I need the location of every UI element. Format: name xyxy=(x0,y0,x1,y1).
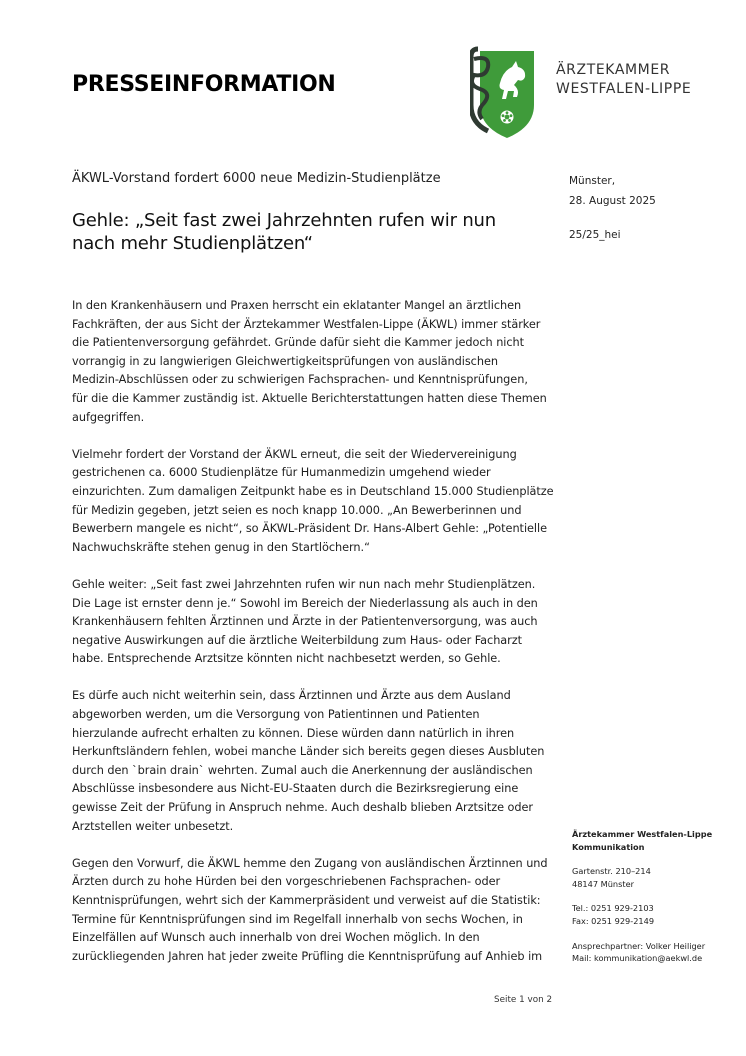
body-line: einzurichten. Zum damaligen Zeitpunkt habe es in Deutschland 15.000 Studienplätze xyxy=(72,484,554,498)
body-paragraph xyxy=(72,446,558,558)
contact-box xyxy=(572,828,712,965)
body-line: Abschlüsse insbesondere aus Nicht-EU-Staaten durch die Bezirksregierung eine xyxy=(72,782,519,796)
contact-mail: Mail: kommunikation@aekwl.de xyxy=(572,953,703,964)
body-line: für Medizin gegeben, jetzt seien es noch knapp 10.000. „An Bewerberinnen und xyxy=(72,503,522,517)
body-paragraph xyxy=(72,855,558,967)
article-body xyxy=(72,297,558,985)
contact-org: Ärztekammer Westfalen-Lippe xyxy=(572,829,713,839)
body-line: Nachwuchskräfte stehen genug in den Startlöchern.“ xyxy=(72,540,370,554)
body-line: Gehle weiter: „Seit fast zwei Jahrzehnten rufen wir nun nach mehr Studienplätzen. xyxy=(72,577,536,591)
document-title: PRESSEINFORMATION xyxy=(72,72,336,97)
body-line: abgeworben werden, um die Versorgung von Patientinnen und Patienten xyxy=(72,708,480,722)
meta-date: 28. August 2025 xyxy=(569,195,656,207)
body-line: In den Krankenhäusern und Praxen herrscht ein eklatanter Mangel an ärztlichen xyxy=(72,299,522,312)
body-line: Fachkräften, der aus Sicht der Ärztekammer Westfalen-Lippe (ÄKWL) immer stärker xyxy=(72,317,541,331)
meta-reference: 25/25_hei xyxy=(569,229,621,241)
body-paragraph xyxy=(72,687,558,836)
body-line: Einzelfällen auf Wunsch auch innerhalb von drei Wochen möglich. In den xyxy=(72,931,480,945)
body-line: Bewerbern mangele es nicht“, so ÄKWL-Präsident Dr. Hans-Albert Gehle: „Potentielle xyxy=(72,522,548,536)
body-line: Medizin-Abschlüssen oder zu schwierigen Fachsprachen- und Kenntnisprüfungen, xyxy=(72,373,528,387)
body-line: Kenntnisprüfungen, wehrt sich der Kammerpräsident und verweist auf die Statistik: xyxy=(72,894,541,907)
body-line: aufgegriffen. xyxy=(72,410,145,424)
body-line: hierzulande aufrecht erhalten zu können. Diese würden dann natürlich in ihren xyxy=(72,726,515,740)
body-line: Vielmehr fordert der Vorstand der ÄKWL erneut, die seit der Wiedervereinigung xyxy=(72,447,517,461)
contact-fax: Fax: 0251 929-2149 xyxy=(572,915,655,926)
logo-rose-icon xyxy=(501,111,514,124)
body-line: habe. Entsprechende Arztsitze könnten nicht nachbesetzt werden, so Gehle. xyxy=(72,652,501,666)
body-line: negative Auswirkungen auf die ärztliche Weiterbildung zum Haus- oder Facharzt xyxy=(72,633,523,647)
body-line: gestrichenen ca. 6000 Studienplätze für Humanmedizin umgehend wieder xyxy=(72,466,491,480)
body-line: Ärzten durch zu hohe Hürden bei den vorgeschriebenen Fachsprachen- oder xyxy=(72,875,501,889)
body-line: Die Lage ist ernster denn je.“ Sowohl im Bereich der Niederlassung als auch in den xyxy=(72,596,538,610)
headline-line2: nach mehr Studienplätzen“ xyxy=(72,233,313,254)
body-line: vorrangig in zu langwierigen Gleichwertigkeitsprüfungen von ausländischen xyxy=(72,354,498,368)
body-line: zurückliegenden Jahren hat jeder zweite Prüfling die Kenntnisprüfung auf Anhieb im xyxy=(72,949,543,963)
body-line: gewisse Zeit der Prüfung in Anspruch nehme. Auch deshalb blieben Arztsitze oder xyxy=(72,801,533,815)
body-line: die Patientenversorgung gefährdet. Gründe dafür sieht die Kammer jedoch nicht xyxy=(72,336,525,350)
org-name-line1: ÄRZTEKAMMER xyxy=(556,62,671,78)
meta-place: Münster, xyxy=(569,175,616,187)
document-meta xyxy=(569,171,656,245)
organization-name xyxy=(556,61,691,99)
headline-line1: Gehle: „Seit fast zwei Jahrzehnten rufen wir nun xyxy=(72,210,496,231)
body-line: für die die Kammer zuständig ist. Aktuelle Berichterstattungen hatten diese Themen xyxy=(72,391,547,405)
contact-dept: Kommunikation xyxy=(572,841,645,852)
contact-person: Ansprechpartner: Volker Heiliger xyxy=(572,940,706,951)
body-line: Gegen den Vorwurf, die ÄKWL hemme den Zugang von ausländischen Ärztinnen und xyxy=(72,856,548,870)
contact-city: 48147 Münster xyxy=(572,878,634,889)
org-name-line2: WESTFALEN-LIPPE xyxy=(556,81,692,97)
article-headline xyxy=(72,209,542,255)
body-paragraph xyxy=(72,576,558,669)
body-line: Arztstellen weiter unbesetzt. xyxy=(72,819,234,833)
contact-phone: Tel.: 0251 929-2103 xyxy=(572,903,654,914)
body-paragraph xyxy=(72,297,558,427)
aekwl-logo xyxy=(470,45,544,140)
body-line: Krankenhäusern fehlten Ärztinnen und Ärzte in der Patientenversorgung, was auch xyxy=(72,615,538,629)
page-number: Seite 1 von 2 xyxy=(494,995,553,1005)
body-line: Termine für Kenntnisprüfungen sind im Regelfall innerhalb von sechs Wochen, in xyxy=(72,912,523,926)
body-line: Herkunftsländern fehlen, wobei manche Länder sich bereits gegen dieses Ausbluten xyxy=(72,745,545,759)
body-line: durch den `brain drain` wehrten. Zumal auch die Anerkennung der ausländischen xyxy=(72,763,533,777)
contact-street: Gartenstr. 210–214 xyxy=(572,866,651,877)
article-subtitle: ÄKWL-Vorstand fordert 6000 neue Medizin-Studienplätze xyxy=(72,171,441,186)
body-line: Es dürfe auch nicht weiterhin sein, dass Ärztinnen und Ärzte aus dem Ausland xyxy=(72,689,511,703)
